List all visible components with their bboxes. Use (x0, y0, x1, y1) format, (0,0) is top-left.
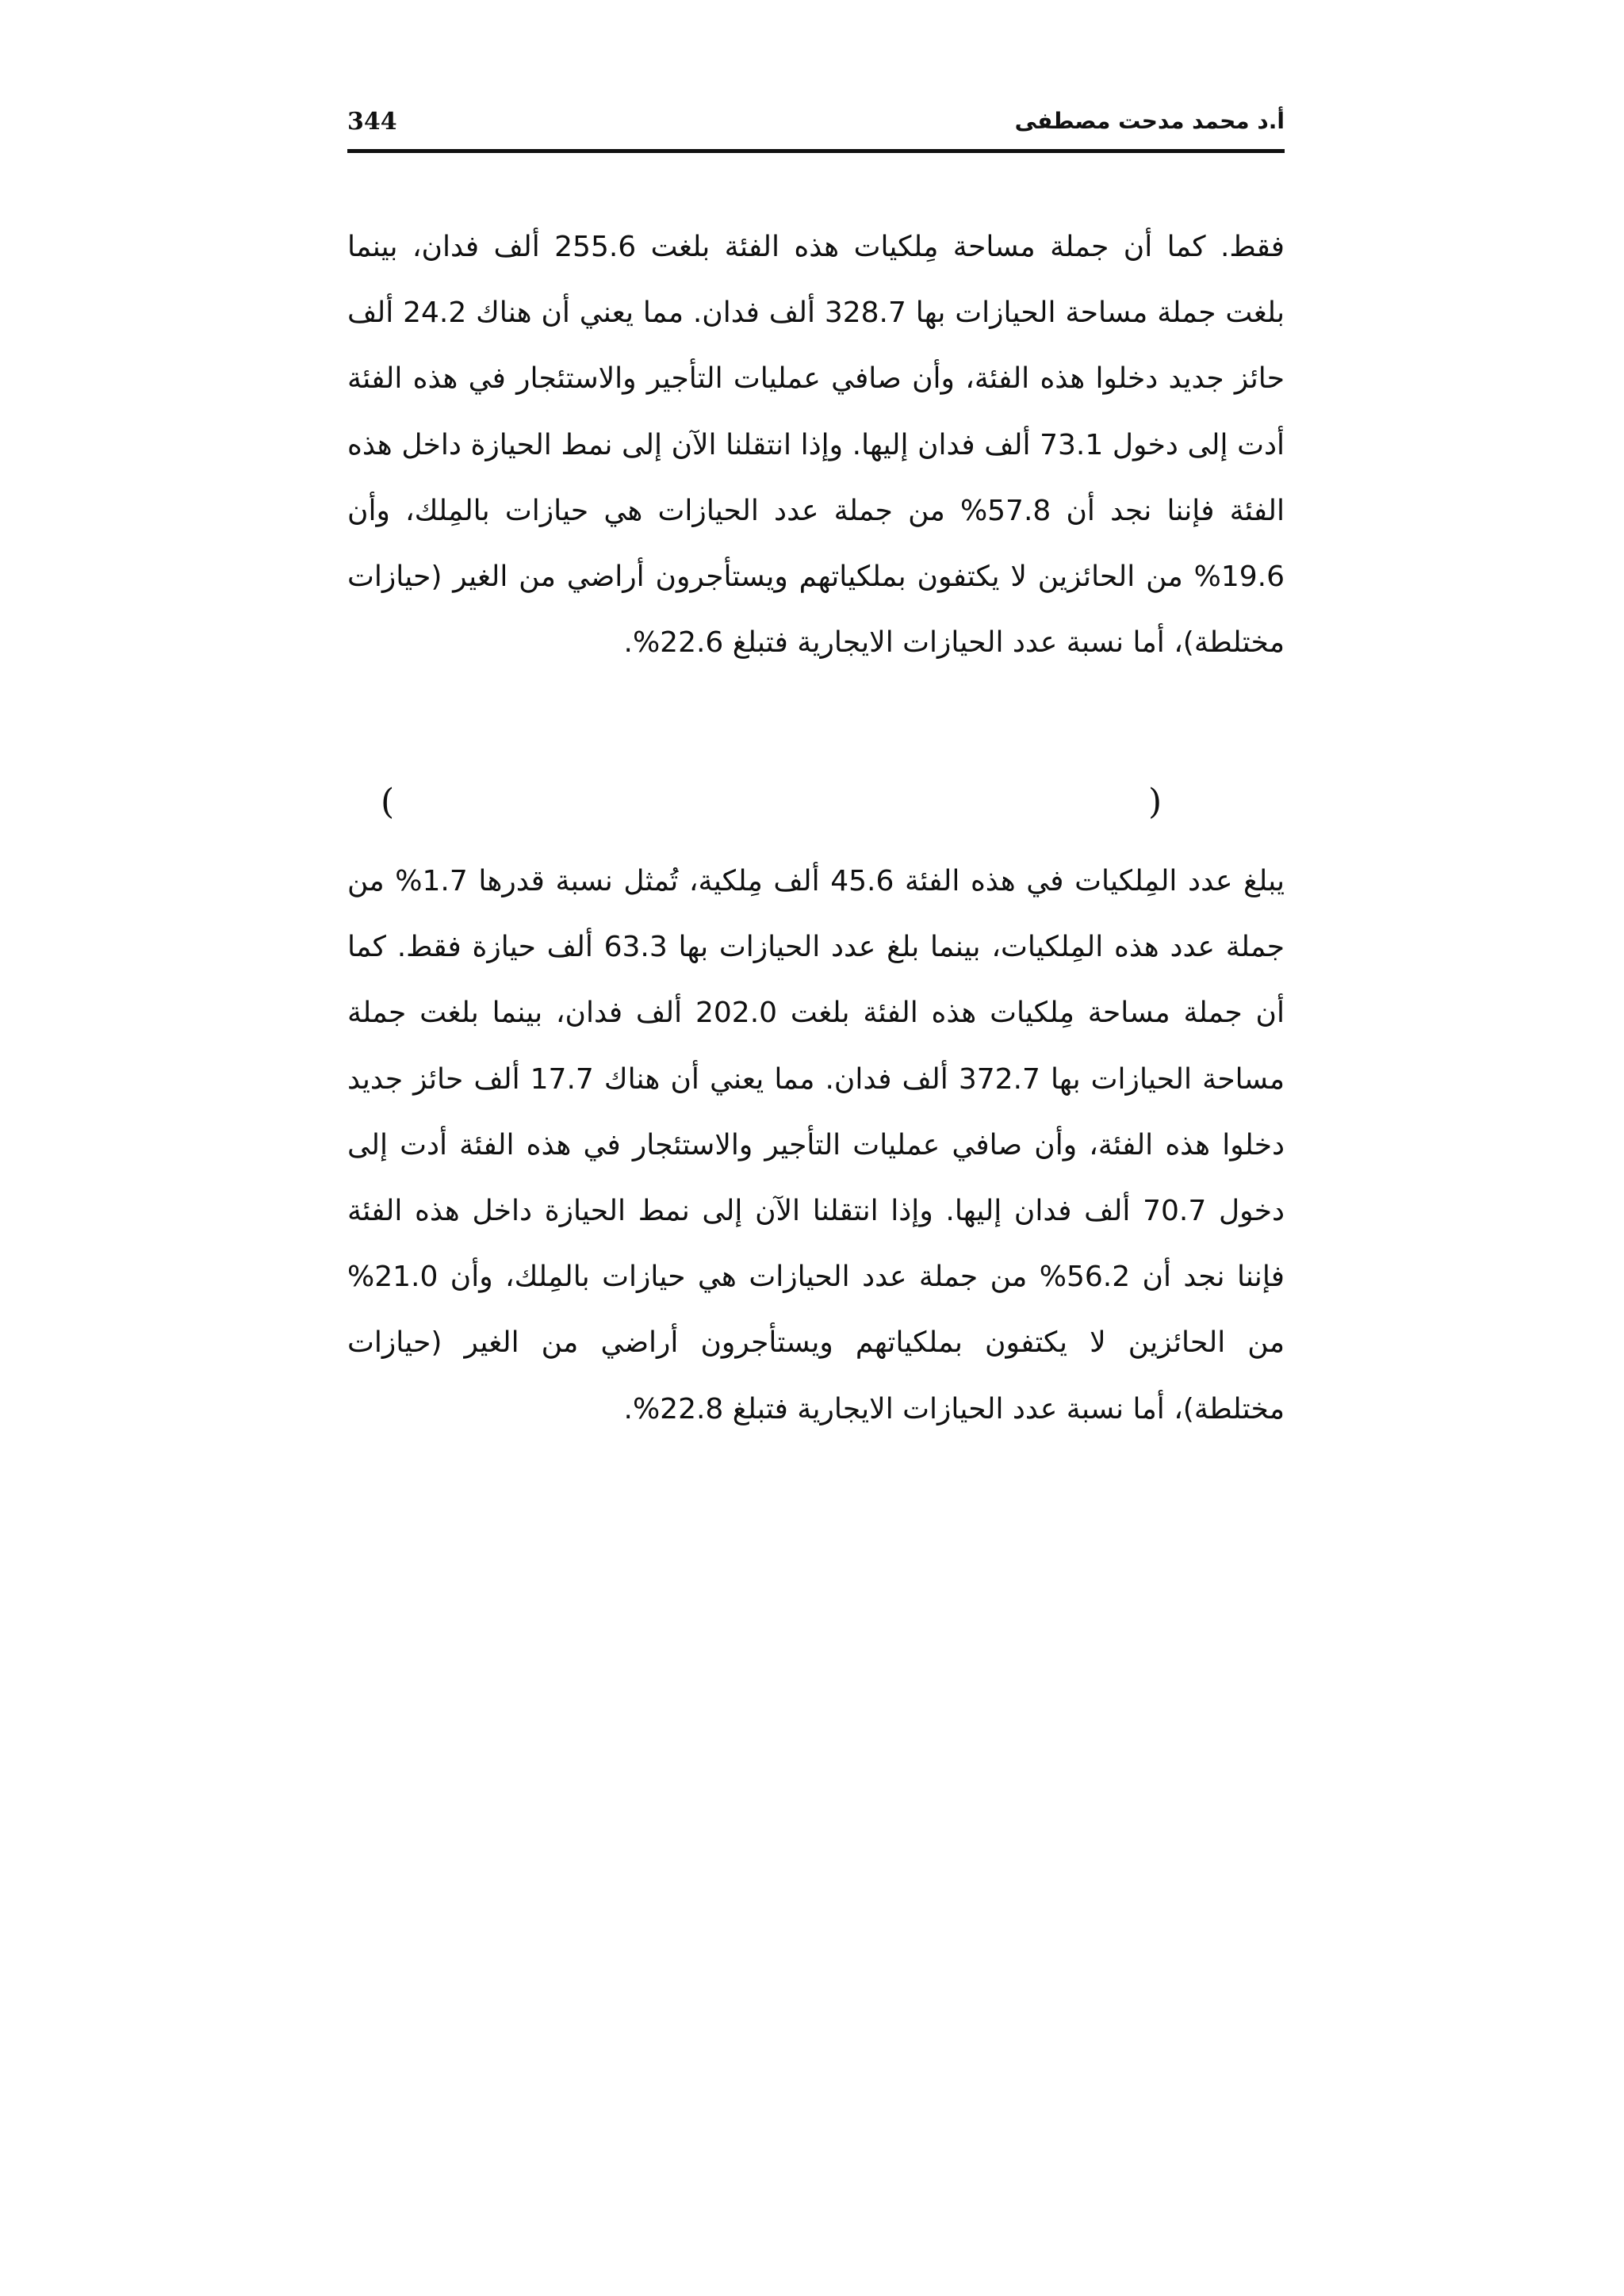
body-paragraph-1: فقط. كما أن جملة مساحة مِلكيات هذه الفئة بلغت 255.6 ألف فدان، بينما بلغت جملة مساحة الحيازات بها 328.7 ألف فدان. مما يعني أن هناك 24.2 ألف حائز جديد دخلوا هذه الفئة، وأن صافي عمليات التأجير والاستئجار في هذه الفئة أدت إلى دخول 73.1 ألف فدان إليها. وإذا انتقلنا الآن إلى نمط الحيازة داخل هذه الفئة فإننا نجد أن 57.8% من جملة عدد الحيازات هي حيازات بالمِلك، وأن 19.6% من الحائزين لا يكتفون بملكياتهم ويستأجرون أراضي من الغير (حيازات مختلطة)، أما نسبة عدد الحيازات الايجارية فتبلغ 22.6%. (347, 231, 1285, 660)
body-paragraph-2: يبلغ عدد المِلكيات في هذه الفئة 45.6 ألف مِلكية، تُمثل نسبة قدرها 1.7% من جملة عدد هذه المِلكيات، بينما بلغ عدد الحيازات بها 63.3 ألف حيازة فقط. كما أن جملة مساحة مِلكيات هذه الفئة بلغت 202.0 ألف فدان، بينما بلغت جملة مساحة الحيازات بها 372.7 ألف فدان. مما يعني أن هناك 17.7 ألف حائز جديد دخلوا هذه الفئة، وأن صافي عمليات التأجير والاستئجار في هذه الفئة أدت إلى دخول 70.7 ألف فدان إليها. وإذا انتقلنا الآن إلى نمط الحيازة داخل هذه الفئة فإننا نجد أن 56.2% من جملة عدد الحيازات هي حيازات بالمِلك، وأن 21.0% من الحائزين لا يكتفون بملكياتهم ويستأجرون أراضي من الغير (حيازات مختلطة)، أما نسبة عدد الحيازات الايجارية فتبلغ 22.8%. (347, 865, 1285, 1425)
page-number: 344 (347, 108, 397, 136)
open-parenthesis: ( (381, 782, 395, 822)
page-header (347, 101, 1285, 153)
section-heading-parentheses (347, 782, 1285, 845)
close-parenthesis: ) (1148, 782, 1162, 822)
running-header-author: أ.د محمد مدحت مصطفى (1014, 108, 1285, 134)
